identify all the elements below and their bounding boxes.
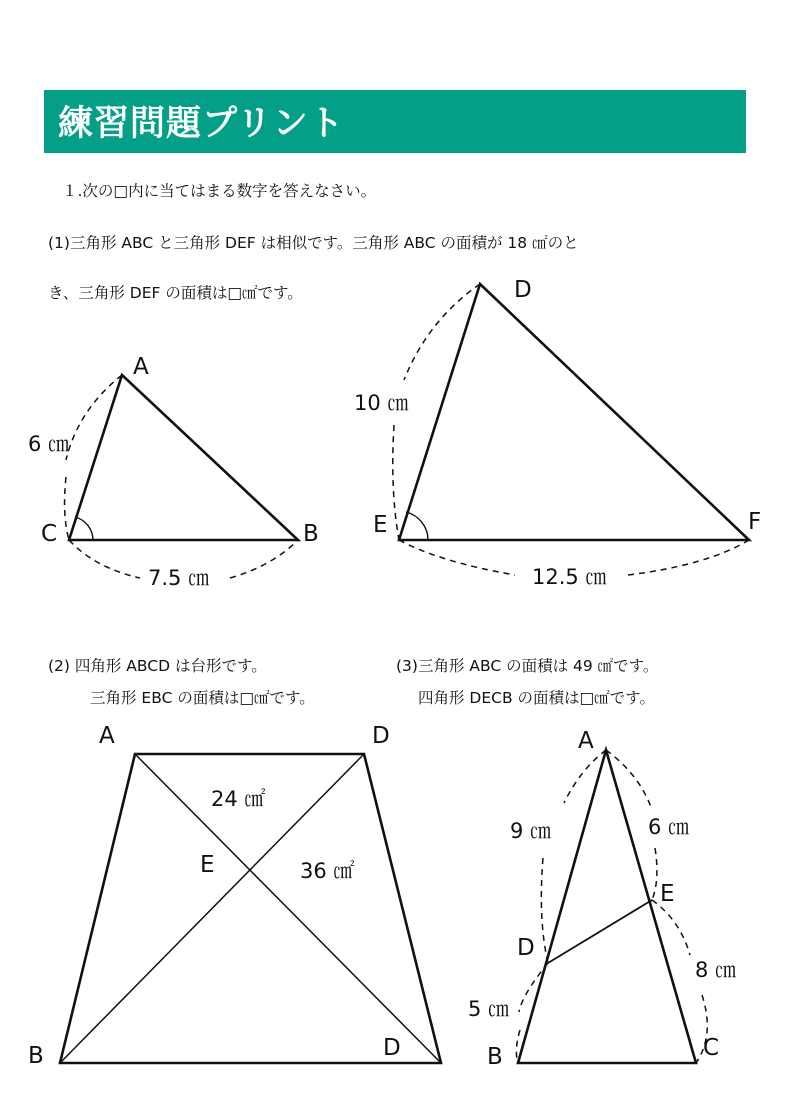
label-abc-c: C (41, 521, 58, 547)
arc-ed-lower (393, 425, 399, 540)
part3-text-line2: 四角形 DECB の面積は□㎠です。 (418, 689, 655, 707)
label-trap-d-top: D (372, 723, 390, 749)
measure-ef: 12.5 ㎝ (532, 565, 607, 589)
trapezoid-figure (28, 723, 441, 1069)
label-p3-c: C (703, 1035, 720, 1061)
measure-cb: 7.5 ㎝ (148, 566, 210, 590)
arc-ed-upper (404, 284, 480, 380)
arc-cb-left (69, 540, 140, 578)
label-trap-e: E (200, 852, 215, 878)
question-heading: １.次の□内に当てはまる数字を答えなさい。 (62, 182, 377, 200)
measure-ae: 6 ㎝ (648, 815, 690, 839)
triangle-decb-figure (468, 728, 736, 1070)
arc-ef-left (399, 540, 515, 575)
triangle-def-figure (354, 277, 761, 589)
arc-ca-upper (66, 375, 122, 460)
label-p3-d: D (517, 935, 535, 961)
triangle-def (399, 284, 749, 540)
area-top-triangle: 24 ㎠ (211, 787, 266, 811)
segment-de (548, 900, 652, 963)
label-p3-a: A (578, 728, 594, 754)
part2-text-line2: 三角形 EBC の面積は□㎠です。 (90, 689, 315, 707)
measure-ed: 10 ㎝ (354, 391, 409, 415)
triangle-abc-figure (28, 354, 319, 590)
arc-ef-right (628, 540, 749, 575)
measure-ad: 9 ㎝ (510, 819, 552, 843)
label-p3-b: B (487, 1044, 503, 1070)
measure-db: 5 ㎝ (468, 997, 510, 1021)
part1-text-line2: き、三角形 DEF の面積は□㎠です。 (48, 284, 303, 302)
label-trap-a: A (99, 723, 115, 749)
arc-ad-lower (541, 858, 548, 963)
label-trap-b: B (28, 1043, 44, 1069)
arc-ae-upper (606, 750, 652, 810)
label-trap-d-bottom: D (383, 1035, 401, 1061)
part2-text-line1: (2) 四角形 ABCD は台形です。 (48, 657, 267, 675)
label-abc-a: A (133, 354, 149, 380)
triangle-abc (69, 375, 298, 540)
label-def-d: D (514, 277, 532, 303)
measure-ca: 6 ㎝ (28, 432, 70, 456)
part1-text-line1: (1)三角形 ABC と三角形 DEF は相似です。三角形 ABC の面積が 18 ㎠のと (48, 234, 579, 252)
angle-e-mark (406, 512, 428, 540)
arc-cb-right (230, 540, 298, 578)
label-def-f: F (748, 509, 762, 535)
page-title: 練習問題プリント (58, 104, 345, 144)
diagonal-a-to-bottom-d (135, 754, 441, 1063)
label-abc-b: B (303, 521, 319, 547)
area-right-triangle: 36 ㎠ (300, 859, 355, 883)
angle-c-mark (75, 517, 93, 540)
label-p3-e: E (660, 881, 675, 907)
arc-ca-lower (65, 477, 69, 540)
part3-text-line1: (3)三角形 ABC の面積は 49 ㎠です。 (396, 657, 659, 675)
arc-ae-lower (652, 848, 657, 900)
label-def-e: E (373, 512, 388, 538)
measure-ec: 8 ㎝ (695, 958, 737, 982)
